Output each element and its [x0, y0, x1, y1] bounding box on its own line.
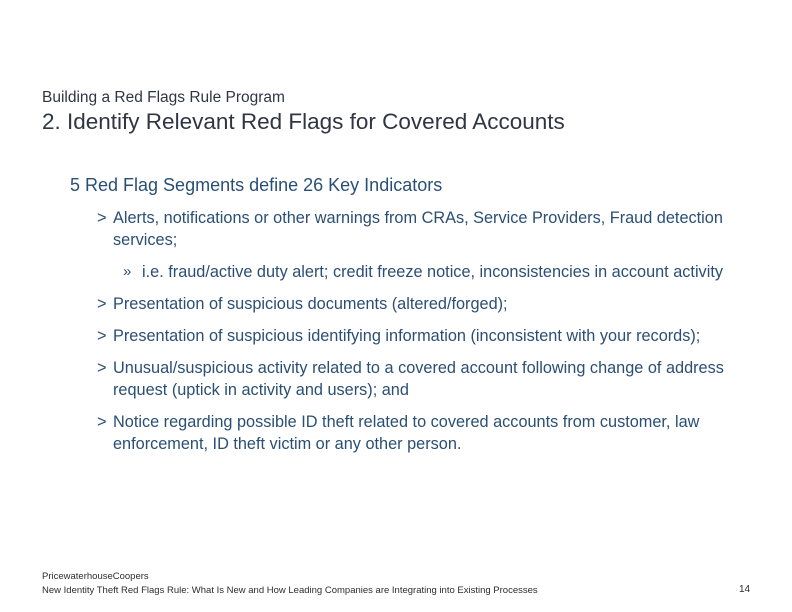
list-item	[70, 357, 750, 401]
list-item	[70, 325, 750, 347]
footer-company: PricewaterhouseCoopers	[42, 571, 149, 582]
list-item	[70, 411, 750, 455]
chevron-bullet-icon: >	[97, 209, 107, 227]
list-item-text: Notice regarding possible ID theft related to covered accounts from customer, law enforcement, ID theft victim or any other person.	[113, 413, 700, 453]
sub-list-item-text: i.e. fraud/active duty alert; credit freeze notice, inconsistencies in account activity	[142, 263, 723, 281]
sub-list-item	[70, 261, 750, 283]
section-heading: 5 Red Flag Segments define 26 Key Indicators	[70, 175, 443, 195]
footer-caption: New Identity Theft Red Flags Rule: What Is New and How Leading Companies are Integrating into Existing Processes	[42, 585, 538, 596]
list-item	[70, 207, 750, 251]
slide-body	[70, 174, 750, 465]
slide-title: 2. Identify Relevant Red Flags for Covered Accounts	[42, 109, 565, 134]
list-item-text: Unusual/suspicious activity related to a covered account following change of address request (uptick in activity and users); and	[113, 359, 724, 399]
list-item-text: Presentation of suspicious documents (altered/forged);	[113, 295, 508, 313]
slide-subtitle: Building a Red Flags Rule Program	[42, 89, 285, 106]
list-item-text: Alerts, notifications or other warnings from CRAs, Service Providers, Fraud detection services;	[113, 209, 723, 249]
list-item	[70, 293, 750, 315]
chevron-bullet-icon: >	[97, 359, 107, 377]
chevron-bullet-icon: >	[97, 413, 107, 431]
chevron-bullet-icon: >	[97, 327, 107, 345]
double-chevron-bullet-icon: »	[123, 263, 132, 280]
page-number: 14	[739, 584, 751, 595]
list-item-text: Presentation of suspicious identifying information (inconsistent with your records);	[113, 327, 701, 345]
chevron-bullet-icon: >	[97, 295, 107, 313]
